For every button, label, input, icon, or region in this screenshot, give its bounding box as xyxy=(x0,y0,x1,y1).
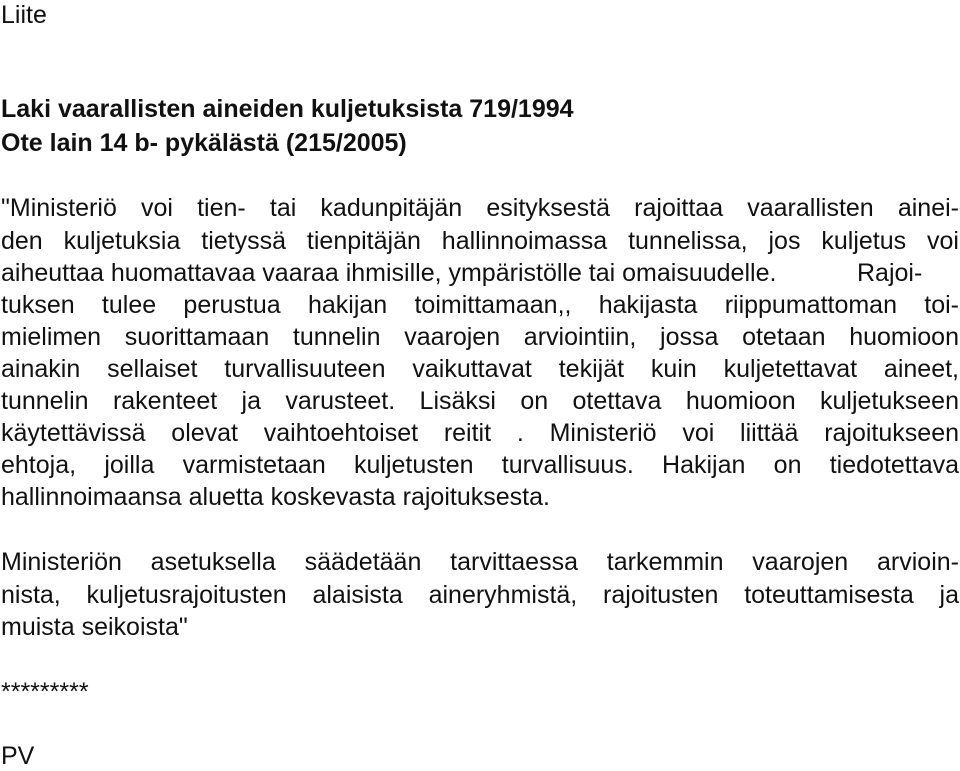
paragraph-1-line-5: mielimen suorittamaan tunnelin vaarojen arviointiin, jossa otetaan huomioon xyxy=(1,323,959,351)
paragraph-1-line-7: tunnelin rakenteet ja varusteet. Lisäksi on otettava huomioon kuljetukseen xyxy=(1,387,959,415)
paragraph-1-line-8: käytettävissä olevat vaihtoehtoiset reitit . Ministeriö voi liittää rajoitukseen xyxy=(1,419,959,447)
paragraph-1-line-3-end: Rajoi- xyxy=(857,259,923,287)
attachment-label: Liite xyxy=(1,1,47,29)
paragraph-1-line-3: aiheuttaa huomattavaa vaaraa ihmisille, ympäristölle tai omaisuudelle. xyxy=(1,259,777,287)
paragraph-1-line-10: hallinnoimaansa aluetta koskevasta rajoituksesta. xyxy=(1,483,550,511)
paragraph-1-line-2: den kuljetuksia tietyssä tienpitäjän hallinnoimassa tunnelissa, jos kuljetus voi xyxy=(1,227,959,255)
paragraph-2-line-2: nista, kuljetusrajoitusten alaisista aineryhmistä, rajoitusten toteuttamisesta ja xyxy=(1,581,959,609)
paragraph-1-line-1: "Ministeriö voi tien- tai kadunpitäjän esityksestä rajoittaa vaarallisten ainei- xyxy=(1,194,959,222)
paragraph-1-line-4: tuksen tulee perustua hakijan toimittamaan,, hakijasta riippumattoman toi- xyxy=(1,291,959,319)
paragraph-2-line-3: muista seikoista" xyxy=(1,613,188,641)
paragraph-2-line-1: Ministeriön asetuksella säädetään tarvittaessa tarkemmin vaarojen arvioin- xyxy=(1,548,959,576)
signature-initials: PV xyxy=(1,742,35,770)
excerpt-title: Ote lain 14 b- pykälästä (215/2005) xyxy=(1,129,407,157)
law-title: Laki vaarallisten aineiden kuljetuksista 719/1994 xyxy=(1,95,574,123)
paragraph-1-line-9: ehtoja, joilla varmistetaan kuljetusten turvallisuus. Hakijan on tiedotettava xyxy=(1,451,959,479)
separator-asterisks: ********* xyxy=(1,678,89,706)
paragraph-1-line-6: ainakin sellaiset turvallisuuteen vaikuttavat tekijät kuin kuljetettavat aineet, xyxy=(1,355,959,383)
